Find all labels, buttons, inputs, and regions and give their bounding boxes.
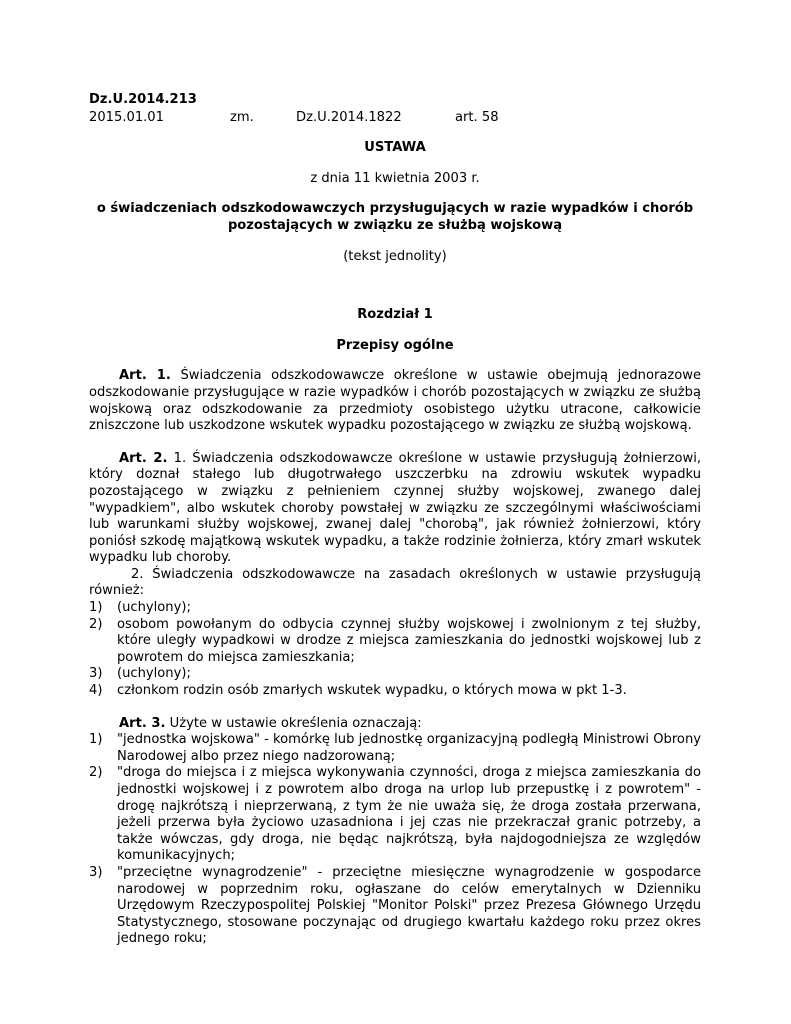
doc-id: Dz.U.2014.213 (89, 92, 197, 107)
list-item-text: (uchylony); (117, 600, 191, 616)
list-item-text: (uchylony); (117, 666, 191, 682)
article-3-intro (89, 716, 701, 733)
list-item-number: 3) (89, 864, 103, 880)
list-item-text: "droga do miejsca i z miejsca wykonywania czynności, droga z miejsca zamieszkania do jednostki wojskowej i z powrotem albo droga na urlop lub przepustkę i z powrotem" - drogę najkrótszą i nieprzerwaną, z tym że nie uważa się, że droga została przerwana, jeżeli przerwa była życiowo uzasadniona i jej czas nie przekraczał granic potrzeby, a także wówczas, gdy droga, nie będąc najkrótszą, była najdogodniejsza ze względów komunikacyjnych; (117, 765, 701, 864)
list-item-number: 3) (89, 666, 103, 682)
article-2-label: Art. 2. (119, 450, 168, 466)
act-kind: USTAWA (364, 140, 426, 156)
list-item-number: 4) (89, 683, 103, 699)
article-2-para-1 (89, 451, 701, 567)
list-item-number: 2) (89, 616, 103, 632)
list-item-text: członkom rodzin osób zmarłych wskutek wypadku, o których mowa w pkt 1-3. (117, 683, 627, 699)
document-page (89, 92, 701, 948)
article-2-p1-text: Świadczenia odszkodowawcze określone w ustawie przysługują żołnierzowi, który doznał stałego lub długotrwałego uszczerbku na zdrowiu wskutek wypadku pozostającego w związku z pełnieniem czynnej służby wojskowej, zwanego dalej "wypadkiem", albo wskutek choroby powstałej w związku ze szczególnymi właściwościami lub warunkami służby wojskowej, zwanej dalej "chorobą", jak również żołnierzowi, który poniósł szkodę majątkową wskutek wypadku, a także rodzinie żołnierza, który zmarł wskutek wypadku lub choroby. (89, 450, 702, 566)
article-2-para-2 (89, 567, 701, 600)
header-date: 2015.01.01 (89, 109, 164, 125)
act-subject: o świadczeniach odszkodowawczych przysługujących w razie wypadków i chorób pozostających w związku ze służbą wojskową (96, 201, 694, 233)
chapter-name: Przepisy ogólne (336, 337, 454, 353)
list-item (89, 683, 701, 700)
act-date: z dnia 11 kwietnia 2003 r. (310, 170, 480, 186)
article-2-p2-num: 2. (131, 566, 144, 582)
article-1 (89, 368, 701, 434)
article-2-p1-num: 1. (173, 450, 187, 466)
header-amend-ref: Dz.U.2014.1822 (296, 109, 402, 125)
list-item (89, 765, 701, 865)
list-item (89, 666, 701, 683)
article-3-intro-text: Użyte w ustawie określenia oznaczają: (169, 715, 422, 731)
list-item-number: 1) (89, 732, 103, 748)
list-item-text: osobom powołanym do odbycia czynnej służby wojskowej i zwolnionym z tej służby, które uległy wypadkowi w drodze z miejsca zamieszkania do jednostki wojskowej lub z powrotem do miejsca zamieszkania; (117, 616, 701, 665)
list-item (89, 600, 701, 617)
article-2-list (89, 600, 701, 700)
list-item-text: "przeciętne wynagrodzenie" - przeciętne miesięczne wynagrodzenie w gospodarce narodowej w poprzednim roku, ogłaszane do celów emerytalnych w Dzienniku Urzędowym Rzeczypospolitej Polskiej "Monitor Polski" przez Prezesa Głównego Urzędu Statystycznego, stosowane poczynając od drugiego kwartału każdego roku przez okres jednego roku; (117, 864, 701, 947)
header-art-ref: art. 58 (455, 109, 499, 125)
article-1-text: Świadczenia odszkodowawcze określone w ustawie obejmują jednorazowe odszkodowanie przysługujące w razie wypadków i chorób pozostających w związku ze służbą wojskową oraz odszkodowanie za przedmioty osobistego użytku utracone, całkowicie zniszczone lub uszkodzone wskutek wypadku pozostającego w związku ze służbą wojskową. (89, 368, 702, 434)
list-item-number: 1) (89, 600, 103, 616)
chapter-number: Rozdział 1 (357, 307, 433, 323)
article-1-label: Art. 1. (119, 368, 171, 384)
list-item-number: 2) (89, 765, 103, 781)
list-item (89, 865, 701, 948)
header-zm: zm. (230, 109, 254, 125)
list-item (89, 617, 701, 667)
list-item (89, 732, 701, 765)
article-2-p2-text: Świadczenia odszkodowawcze na zasadach określonych w ustawie przysługują również: (89, 566, 701, 599)
list-item-text: "jednostka wojskowa" - komórkę lub jednostkę organizacyjną podległą Ministrowi Obrony Narodowej albo przez niego nadzorowaną; (117, 732, 701, 764)
act-note: (tekst jednolity) (343, 248, 447, 264)
article-3-list (89, 732, 701, 948)
article-3-label: Art. 3. (119, 715, 166, 731)
header-row (89, 110, 701, 127)
